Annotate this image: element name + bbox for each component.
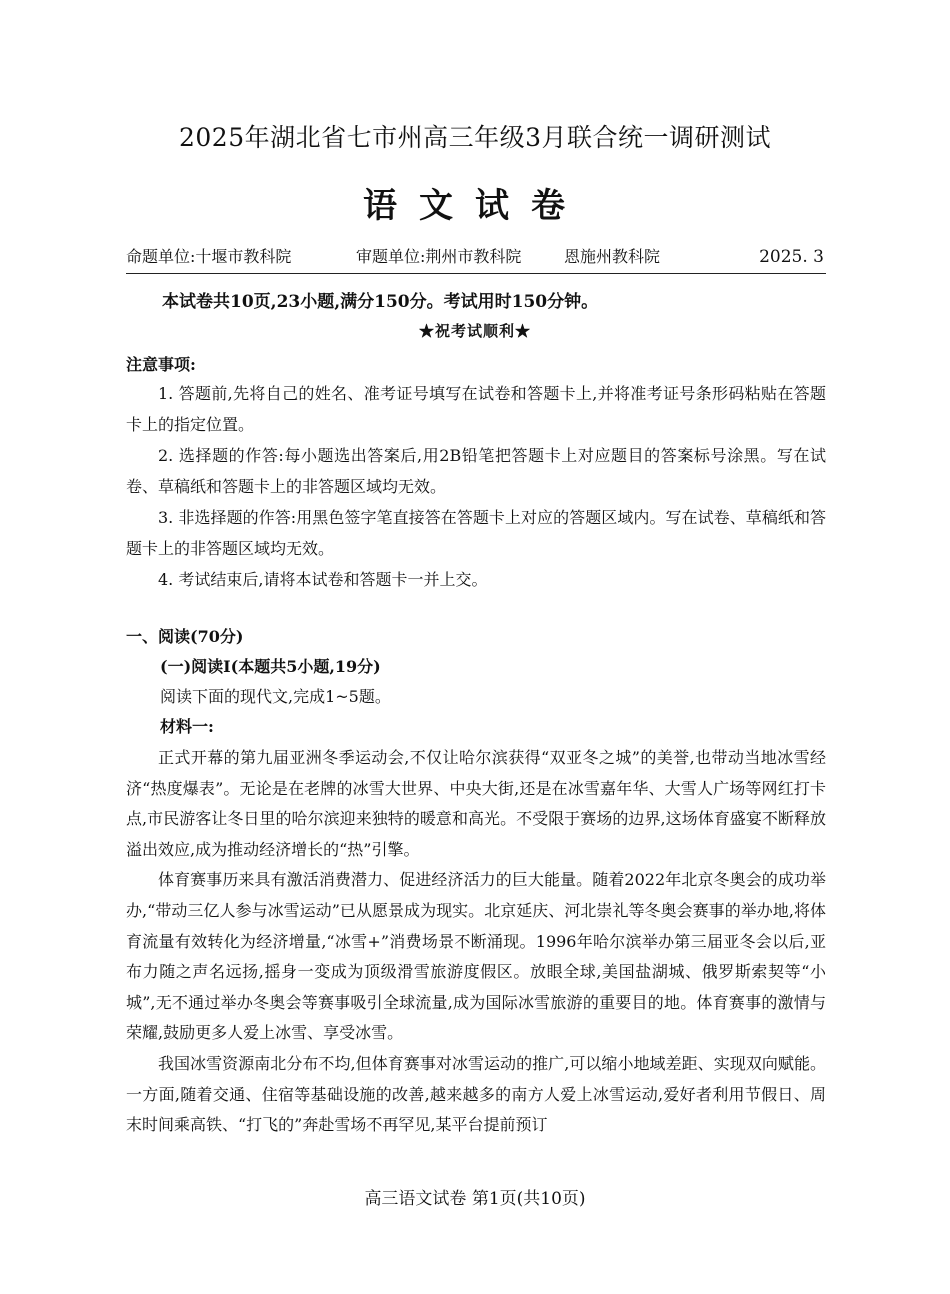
notice-list xyxy=(126,378,826,595)
section-heading: 一、阅读(70分) xyxy=(126,627,244,646)
reading-instruction: 阅读下面的现代文,完成1~5题。 xyxy=(160,687,391,706)
setter-unit: 命题单位:十堰市教科院 xyxy=(126,247,292,266)
paragraph: 我国冰雪资源南北分布不均,但体育赛事对冰雪运动的推广,可以缩小地域差距、实现双向赋能。一方面,随着交通、住宿等基础设施的改善,越来越多的南方人爱上冰雪运动,爱好者利用节假日、周末时间乘高铁、“打飞的”奔赴雪场不再罕见,某平台提前预订 xyxy=(126,1053,826,1135)
exam-title: 2025年湖北省七市州高三年级3月联合统一调研测试 xyxy=(178,123,772,152)
blessing: ★祝考试顺利★ xyxy=(418,322,531,340)
reviewer-unit-2: 恩施州教科院 xyxy=(564,247,661,266)
notice-item: 3. 非选择题的作答:用黑色签字笔直接答在答题卡上对应的答题区域内。写在试卷、草稿纸和答题卡上的非答题区域均无效。 xyxy=(126,508,826,558)
notice-heading: 注意事项: xyxy=(126,355,196,374)
exam-summary: 本试卷共10页,23小题,满分150分。考试用时150分钟。 xyxy=(162,292,599,312)
paragraph: 正式开幕的第九届亚洲冬季运动会,不仅让哈尔滨获得“双亚冬之城”的美誉,也带动当地冰雪经济“热度爆表”。无论是在老牌的冰雪大世界、中央大街,还是在冰雪嘉年华、大雪人广场等网红打卡点,市民游客让冬日里的哈尔滨迎来独特的暖意和高光。不受限于赛场的边界,这场体育盛宴不断释放溢出效应,成为推动经济增长的“热”引擎。 xyxy=(126,748,826,859)
notice-item: 1. 答题前,先将自己的姓名、准考证号填写在试卷和答题卡上,并将准考证号条形码粘贴在答题卡上的指定位置。 xyxy=(126,384,826,434)
material-label: 材料一: xyxy=(160,717,214,736)
subsection-heading: (一)阅读Ⅰ(本题共5小题,19分) xyxy=(160,657,381,676)
header-rule xyxy=(126,273,826,274)
exam-date: 2025. 3 xyxy=(759,247,824,267)
notice-item: 2. 选择题的作答:每小题选出答案后,用2B铅笔把答题卡上对应题目的答案标号涂黑。写在试卷、草稿纸和答题卡上的非答题区域均无效。 xyxy=(126,446,826,496)
paragraph: 体育赛事历来具有激活消费潜力、促进经济活力的巨大能量。随着2022年北京冬奥会的成功举办,“带动三亿人参与冰雪运动”已从愿景成为现实。北京延庆、河北崇礼等冬奥会赛事的举办地,将体育流量有效转化为经济增量,“冰雪+”消费场景不断涌现。1996年哈尔滨举办第三届亚冬会以后,亚布力随之声名远扬,摇身一变成为顶级滑雪旅游度假区。放眼全球,美国盐湖城、俄罗斯索契等“小城”,无不通过举办冬奥会等赛事吸引全球流量,成为国际冰雪旅游的重要目的地。体育赛事的激情与荣耀,鼓励更多人爱上冰雪、享受冰雪。 xyxy=(126,870,826,1043)
notice-item: 4. 考试结束后,请将本试卷和答题卡一并上交。 xyxy=(158,570,488,589)
subject-title: 语文试卷 xyxy=(363,186,587,226)
meta-line xyxy=(126,244,824,267)
reviewer-unit: 审题单位:荆州市教科院 xyxy=(356,247,522,266)
page-footer: 高三语文试卷 第1页(共10页) xyxy=(364,1189,586,1209)
material-text xyxy=(126,743,826,1141)
